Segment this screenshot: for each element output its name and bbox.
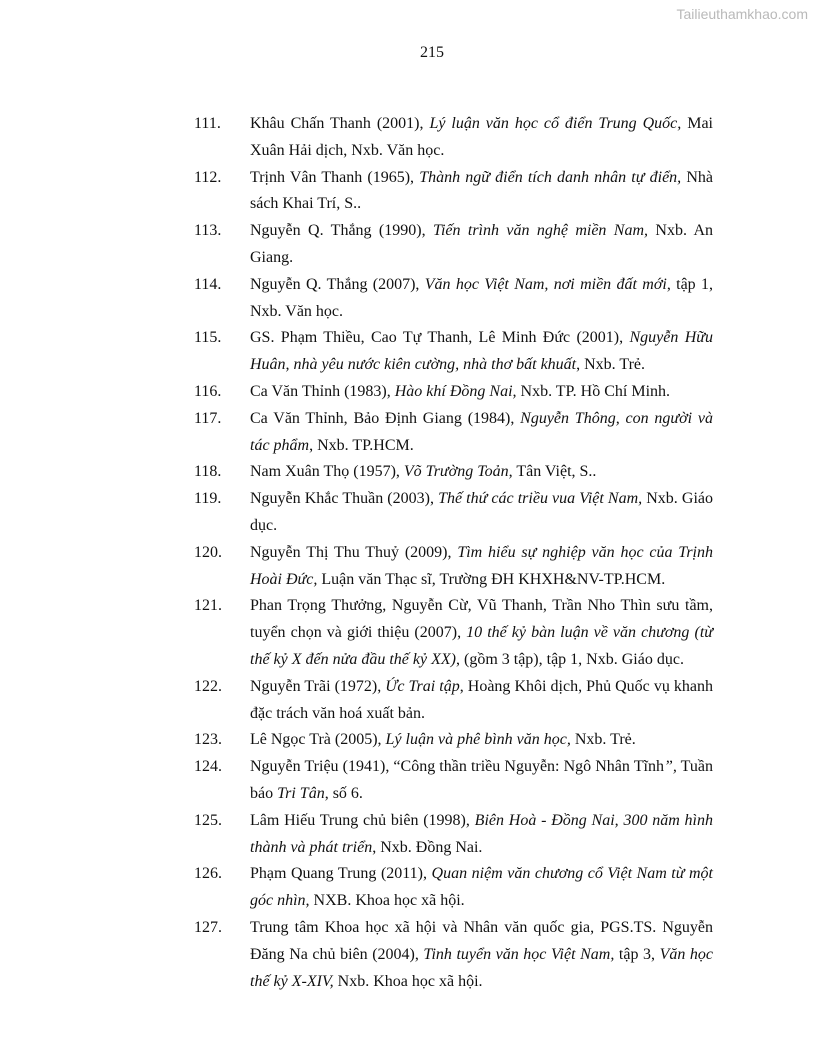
reference-item — [194, 486, 713, 540]
reference-item — [194, 915, 713, 995]
reference-number: 120. — [194, 543, 222, 561]
page-number: 215 — [420, 44, 444, 61]
reference-item — [194, 593, 713, 673]
reference-text: , (gồm 3 tập), tập 1, Nxb. Giáo dục. — [455, 650, 684, 668]
reference-text: Nguyễn Q. Thắng (1990), — [250, 222, 433, 240]
reference-title: Thế thứ các triều vua Việt Nam, — [438, 490, 643, 508]
reference-text: Nxb. Khoa học xã hội. — [333, 972, 483, 990]
reference-number: 117. — [194, 409, 222, 427]
reference-title: Nguyễn Thông, con người và tác phẩm — [250, 409, 713, 454]
reference-title: Văn học thế kỷ X-XIV, — [250, 945, 714, 990]
reference-text: Nguyễn Khắc Thuần (2003), — [250, 490, 439, 508]
reference-text: Lâm Hiếu Trung chủ biên (1998), — [250, 811, 475, 829]
reference-item — [194, 218, 713, 272]
reference-item — [194, 165, 713, 219]
reference-title: Tri Tân — [277, 784, 325, 802]
reference-text: Trịnh Vân Thanh (1965), — [250, 168, 420, 186]
reference-text: , Nxb. Đồng Nai. — [372, 838, 483, 856]
reference-title: Lý luận văn học cổ điển Trung Quốc, — [429, 115, 682, 132]
reference-number: 112. — [194, 168, 222, 186]
reference-text: , Nxb. TP.HCM. — [309, 436, 414, 454]
reference-number: 111. — [194, 115, 221, 132]
reference-title: Biên Hoà - Đồng Nai, 300 năm hình thành và phát triển — [250, 811, 714, 856]
reference-text: , số 6. — [324, 784, 363, 802]
reference-title: Hào khí Đồng Nai, — [394, 382, 517, 400]
reference-text: Nxb. Trẻ. — [570, 731, 636, 749]
reference-number: 115. — [194, 329, 222, 347]
reference-title: ”, — [663, 758, 677, 776]
reference-text: Mai Xuân Hải dịch, Nxb. Văn học. — [250, 115, 713, 159]
reference-number: 113. — [194, 222, 222, 240]
reference-text: GS. Phạm Thiều, Cao Tự Thanh, Lê Minh Đức (2001), — [250, 329, 630, 347]
reference-text: Nguyễn Thị Thu Thuỷ (2009), — [250, 543, 458, 561]
reference-text: tập 3, — [614, 945, 660, 963]
reference-text: Ca Văn Thỉnh (1983), — [250, 382, 395, 400]
reference-text: Nxb. An Giang. — [250, 222, 714, 266]
reference-text: Luận văn Thạc sĩ, Trường ĐH KHXH&NV-TP.HCM. — [317, 570, 666, 588]
reference-number: 127. — [194, 918, 222, 936]
reference-text: Tân Việt, S.. — [512, 463, 597, 481]
reference-text: Phan Trọng Thưởng, Nguyễn Cừ, Vũ Thanh, Trần Nho Thìn sưu tầm, tuyển chọn và giới thiệu (2007), — [250, 597, 713, 642]
reference-text: Phạm Quang Trung (2011), — [250, 865, 432, 883]
reference-title: Văn học Việt Nam, nơi miền đất mới — [424, 275, 667, 293]
reference-title: Tinh tuyển văn học Việt Nam, — [423, 945, 615, 963]
reference-number: 114. — [194, 275, 222, 293]
reference-item — [194, 540, 713, 594]
reference-text: Ca Văn Thỉnh, Bảo Định Giang (1984), — [250, 409, 521, 427]
reference-text: , Nxb. Trẻ. — [576, 356, 646, 374]
reference-title: Nguyễn Hữu Huân, nhà yêu nước kiên cường, nhà thơ bất khuất — [250, 329, 714, 374]
reference-item — [194, 459, 713, 486]
reference-text: Lê Ngọc Trà (2005), — [250, 731, 386, 749]
reference-item — [194, 325, 713, 379]
reference-number: 121. — [194, 597, 222, 615]
reference-text: Nguyễn Trãi (1972), — [250, 677, 386, 695]
reference-text: Nhà sách Khai Trí, S.. — [250, 168, 713, 213]
reference-item — [194, 861, 713, 915]
reference-number: 118. — [194, 463, 222, 481]
reference-title: Lý luận và phê bình văn học, — [385, 731, 571, 749]
reference-text: Tuần báo — [250, 758, 713, 802]
reference-title: 10 thế kỷ bàn luận về văn chương (từ thế kỷ X đến nửa đầu thế kỷ XX) — [250, 624, 713, 668]
reference-title: Tiến trình văn nghệ miền Nam, — [432, 222, 649, 240]
reference-text: Nam Xuân Thọ (1957), — [250, 463, 404, 481]
reference-title: Tìm hiểu sự nghiệp văn học của Trịnh Hoài Đức, — [250, 543, 713, 588]
reference-text: Nxb. TP. Hồ Chí Minh. — [516, 382, 671, 400]
reference-text: Nguyễn Q. Thắng (2007), — [250, 275, 425, 293]
reference-number: 124. — [194, 758, 222, 776]
reference-text: Nguyễn Triệu (1941), “Công thần triều Nguyễn: Ngô Nhân Tĩnh — [250, 758, 664, 776]
reference-text: Nxb. Giáo dục. — [250, 490, 714, 534]
reference-item — [194, 406, 713, 460]
reference-text: , Hoàng Khôi dịch, Phủ Quốc vụ khanh đặc trách văn hoá xuất bản. — [250, 677, 714, 722]
reference-number: 125. — [194, 811, 222, 829]
reference-title: Võ Trường Toản, — [403, 463, 513, 481]
reference-title: Quan niệm văn chương cổ Việt Nam từ một góc nhìn, — [250, 865, 713, 910]
reference-number: 123. — [194, 731, 222, 749]
reference-number: 122. — [194, 677, 222, 695]
reference-text: Trung tâm Khoa học xã hội và Nhân văn quốc gia, PGS.TS. Nguyễn Đăng Na chủ biên (2004), — [250, 918, 713, 963]
reference-text: , tập 1, Nxb. Văn học. — [250, 275, 714, 320]
watermark: Tailieuthamkhao.com — [676, 6, 808, 22]
reference-item — [194, 808, 713, 862]
reference-number: 116. — [194, 382, 222, 400]
reference-item — [194, 272, 713, 326]
reference-list — [194, 111, 713, 995]
reference-item — [194, 674, 713, 728]
reference-title: Thành ngữ điển tích danh nhân tự điển, — [419, 168, 682, 186]
reference-item — [194, 111, 713, 165]
reference-item — [194, 754, 713, 808]
reference-text: Khâu Chấn Thanh (2001), — [250, 115, 430, 132]
reference-title: Ức Trai tập — [385, 677, 460, 695]
reference-number: 119. — [194, 490, 222, 508]
reference-item — [194, 379, 713, 406]
reference-item — [194, 727, 713, 754]
reference-text: NXB. Khoa học xã hội. — [309, 892, 465, 910]
reference-number: 126. — [194, 865, 222, 883]
